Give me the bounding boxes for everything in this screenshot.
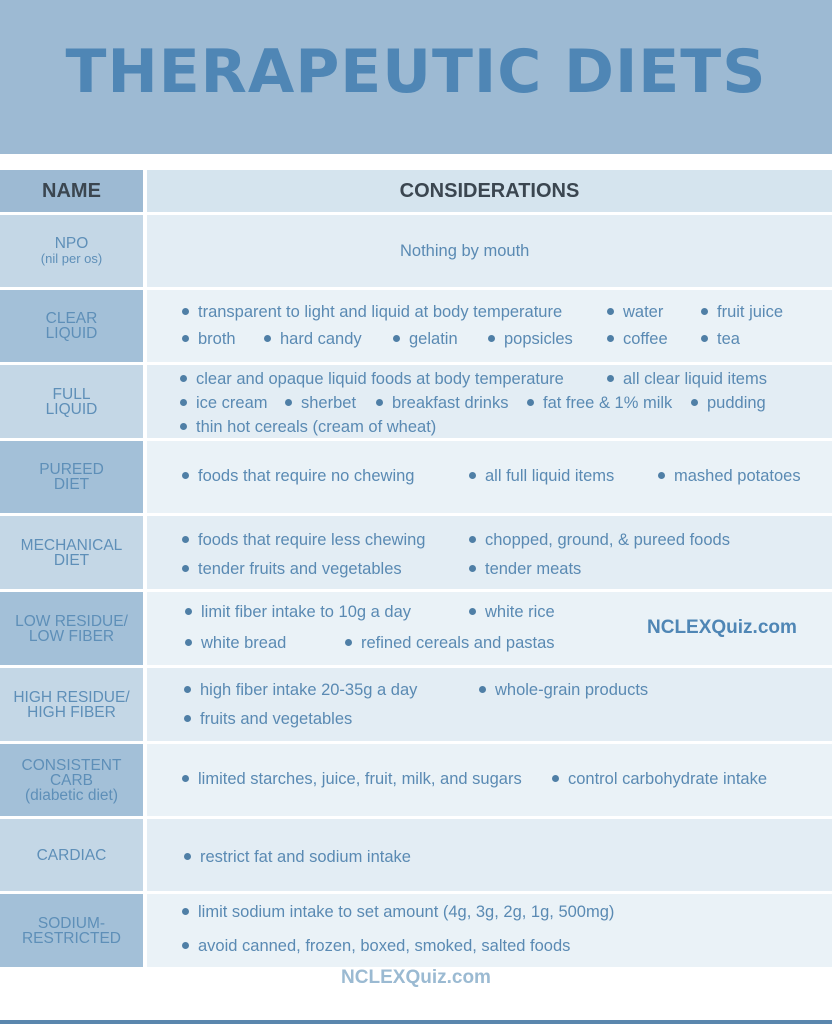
diet-name-line: MECHANICAL [20,536,123,554]
diet-name-sub: (nil per os) [40,251,103,266]
table-header-row [0,170,832,215]
consideration-item: refined cereals and pastas [345,633,555,653]
diet-name-line: DIET [53,476,90,493]
consideration-item: whole-grain products [479,680,648,700]
diet-name-line: FULL [52,385,91,403]
footer-site-link[interactable]: NCLEXQuiz.com [341,967,491,988]
diet-considerations [147,668,832,741]
diet-name-line: HIGH RESIDUE/ [13,688,130,706]
consideration-item: limit sodium intake to set amount (4g, 3g, 2g, 1g, 500mg) [182,902,614,922]
table-row-npo [0,215,832,290]
consideration-item: all full liquid items [469,466,614,486]
page-title: THERAPEUTIC DIETS [65,37,767,107]
consideration-item: restrict fat and sodium intake [184,847,411,867]
diet-name-line: HIGH FIBER [27,703,116,721]
diet-name [0,215,147,287]
consideration-item: high fiber intake 20-35g a day [184,680,417,700]
consideration-item: water [607,302,663,322]
diet-considerations [147,819,832,891]
diet-name [0,441,147,513]
diet-name [0,894,147,967]
table-row-consistent-carb [0,744,832,819]
consideration-item: pudding [691,393,766,413]
diet-name-line: PUREED [39,461,104,478]
table-row-full-liquid [0,365,832,441]
diet-name [0,592,147,665]
diet-name [0,365,147,438]
diet-considerations [147,290,832,362]
consideration-item: breakfast drinks [376,393,508,413]
diet-name [0,668,147,741]
diet-name-line: LOW RESIDUE/ [15,612,128,630]
diet-considerations [147,516,832,589]
consideration-item: gelatin [393,329,458,349]
diet-name-line: LIQUID [45,400,98,418]
consideration-item: broth [182,329,236,349]
consideration-item: control carbohydrate intake [552,769,767,789]
table-row-low-residue [0,592,832,668]
table-row-pureed [0,441,832,516]
diet-name-line: (diabetic diet) [24,786,119,804]
diet-name [0,290,147,362]
diet-name-line: DIET [53,551,90,569]
table-row-sodium-restricted [0,894,832,970]
consideration-item: thin hot cereals (cream of wheat) [180,417,436,437]
table-row-high-residue [0,668,832,744]
table-row-clear-liquid [0,290,832,365]
diet-name-line: NPO [54,235,89,252]
diet-name-line: CLEAR [45,310,98,327]
diet-name [0,744,147,816]
watermark-nclexquiz: NCLEXQuiz.com [647,617,797,638]
diet-name-line: SODIUM- [37,914,106,932]
consideration-item: avoid canned, frozen, boxed, smoked, salted foods [182,936,570,956]
consideration-item: limited starches, juice, fruit, milk, and sugars [182,769,522,789]
diet-table [0,170,832,970]
diet-considerations [147,215,832,287]
consideration-item: white rice [469,602,555,622]
diet-name-line: CARB [49,771,94,789]
consideration-item: all clear liquid items [607,369,767,389]
diet-name [0,516,147,589]
diet-name-line: LOW FIBER [28,627,115,645]
table-row-mechanical [0,516,832,592]
consideration-item: sherbet [285,393,356,413]
consideration-item: white bread [185,633,286,653]
consideration-item: transparent to light and liquid at body temperature [182,302,562,322]
consideration-item: ice cream [180,393,268,413]
diet-considerations [147,365,832,438]
consideration-item: mashed potatoes [658,466,801,486]
diet-considerations [147,744,832,816]
diet-name-line: LIQUID [45,325,98,342]
consideration-item: foods that require less chewing [182,530,425,550]
diet-name-line: RESTRICTED [21,929,122,947]
consideration-item: chopped, ground, & pureed foods [469,530,730,550]
consideration-item: fruit juice [701,302,783,322]
consideration-item: tender fruits and vegetables [182,559,402,579]
consideration-item: tea [701,329,740,349]
diet-considerations [147,441,832,513]
consideration-item: fruits and vegetables [184,709,352,729]
column-header-name: NAME [0,170,147,212]
table-row-cardiac [0,819,832,894]
consideration-item: limit fiber intake to 10g a day [185,602,411,622]
diet-considerations [147,894,832,967]
consideration-item: tender meats [469,559,581,579]
consideration-item: fat free & 1% milk [527,393,672,413]
diet-name-line: CARDIAC [36,846,107,864]
consideration-item: popsicles [488,329,573,349]
bottom-divider [0,1020,832,1024]
header-banner [0,0,832,154]
consideration-item: foods that require no chewing [182,466,414,486]
diet-considerations [147,592,832,665]
diet-name-line: CONSISTENT [21,756,122,774]
consideration-text: Nothing by mouth [400,242,530,260]
consideration-item: clear and opaque liquid foods at body temperature [180,369,564,389]
diet-name [0,819,147,891]
consideration-item: hard candy [264,329,362,349]
column-header-considerations: CONSIDERATIONS [147,170,832,212]
consideration-item: coffee [607,329,668,349]
